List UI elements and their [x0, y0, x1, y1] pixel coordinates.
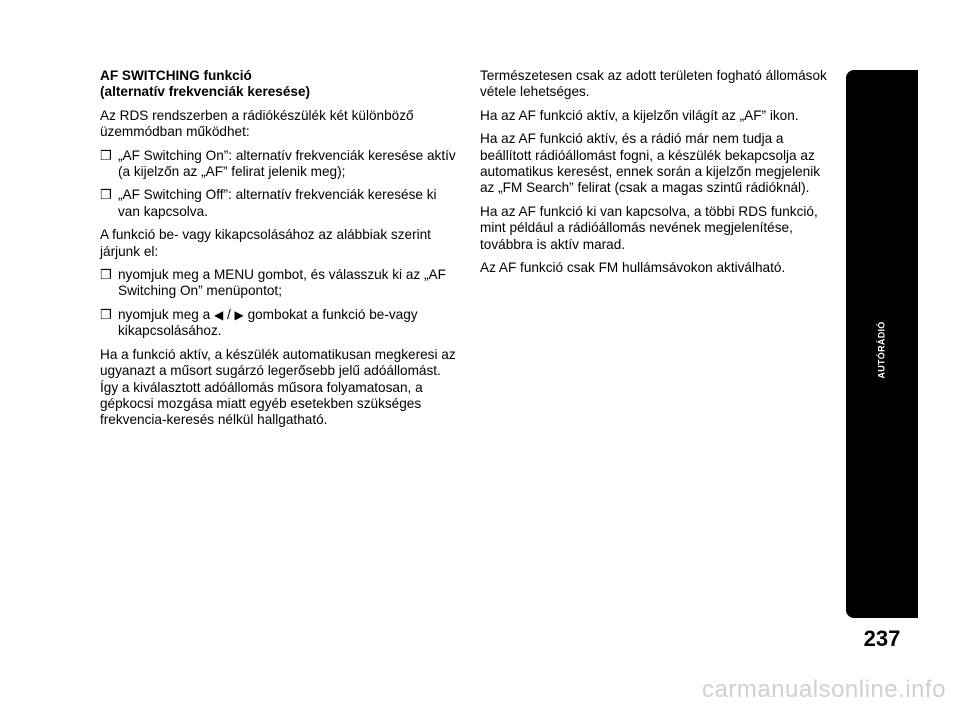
paragraph: Természetesen csak az adott területen fogható állomások vétele lehetséges. [480, 68, 827, 100]
list-item: ❒ „AF Switching Off”: alternatív frekvenciák keresése ki van kapcsolva. [100, 187, 437, 219]
paragraph: Ha az AF funkció ki van kapcsolva, a többi RDS funkció, mint például a rádióállomás nevének megjelenítése, továbbra is aktív marad. [480, 203, 818, 252]
arrow-right-icon: ▶ [234, 307, 244, 322]
page-number: 237 [863, 626, 901, 651]
paragraph: Ha az AF funkció aktív, a kijelzőn világít az „AF” ikon. [480, 107, 799, 123]
checkbox-bullet-icon: ❒ [100, 187, 112, 203]
chapter-side-tab [846, 70, 918, 618]
checkbox-bullet-icon: ❒ [100, 267, 112, 283]
paragraph: Az AF funkció csak FM hullámsávokon aktiválható. [480, 260, 786, 276]
paragraph: Ha az AF funkció aktív, és a rádió már nem tudja a beállított rádióállomást fogni, a készülék bekapcsolja az automatikus keresést, ennek során a kijelzőn megjelenik az „FM Search” felirat (csak a magas szintű rádióknál). [480, 131, 821, 196]
left-column [100, 68, 460, 436]
chapter-label: AUTÓRÁDIÓ [876, 321, 887, 379]
section-heading: AF SWITCHING funkció (alternatív frekvenciák keresése) [100, 68, 311, 100]
list-item: ❒ nyomjuk meg a MENU gombot, és válasszuk ki az „AF Switching On” menüpontot; [100, 267, 446, 299]
checkbox-bullet-icon: ❒ [100, 147, 112, 163]
list-item: ❒ „AF Switching On”: alternatív frekvenciák keresése aktív (a kijelzőn az „AF” felirat jelenik meg); [100, 147, 456, 180]
paragraph: A funkció be- vagy kikapcsolásához az alábbiak szerint járjunk el: [100, 227, 431, 259]
watermark: carmanualsonline.info [702, 676, 946, 703]
list-item: ❒ nyomjuk meg a ◀ / ▶ gombokat a funkció be-vagy kikapcsolásához. [100, 306, 418, 339]
paragraph: Ha a funkció aktív, a készülék automatikusan megkeresi az ugyanazt a műsort sugárzó legerősebb jelű adóállomást. Így a kiválasztott adóállomás műsora folyamatosan, a gépkocsi mozgása miatt egyéb esetekben szükséges frekvencia-keresés nélkül hallgatható. [100, 346, 456, 428]
arrow-left-icon: ◀ [213, 307, 224, 322]
checkbox-bullet-icon: ❒ [100, 306, 112, 322]
right-column [480, 68, 832, 283]
paragraph: Az RDS rendszerben a rádiókészülék két különböző üzemmódban működhet: [100, 107, 414, 140]
